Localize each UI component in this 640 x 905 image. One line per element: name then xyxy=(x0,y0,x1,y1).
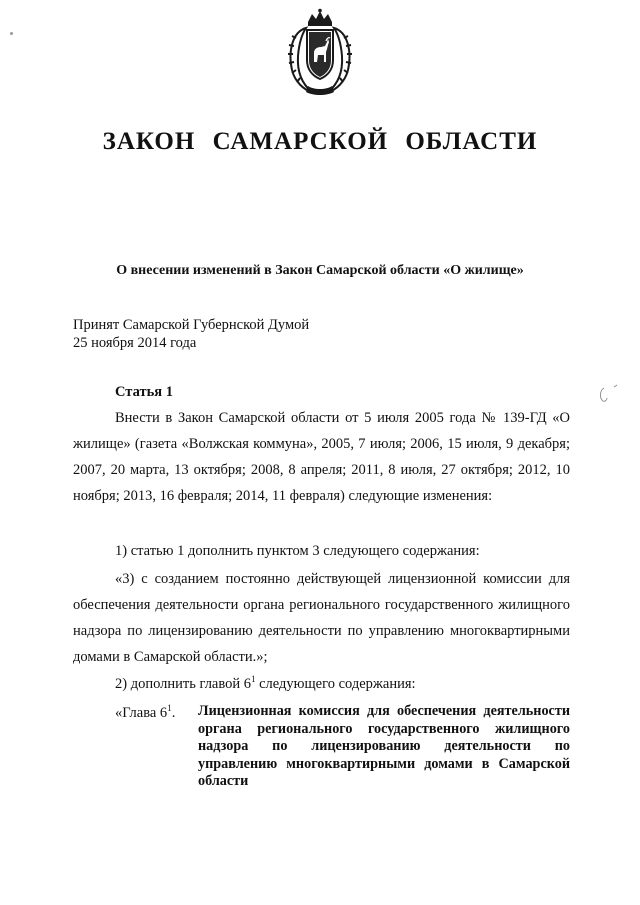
chapter-label-text: «Глава 6 xyxy=(115,705,168,721)
article-intro-paragraph: Внести в Закон Самарской области от 5 июля 2005 года № 139-ГД «О жилище» (газета «Волжская коммуна», 2005, 7 июля; 2006, 15 июля, 9 декабря; 2007, 20 марта, 13 октября; 2008, 8 апреля; 2011, 8 июля, 27 октября; 2012, 10 ноября; 2013, 16 февраля; 2014, 11 февраля) следующие изменения: xyxy=(73,410,570,504)
amendment-item-1-text: «3) с созданием постоянно действующей лицензионной комиссии для обеспечения деятельности органа регионального государственного жилищного надзора по лицензированию деятельности по управлению многоквартирными домами в Самарской области.»; xyxy=(73,571,570,665)
law-title: ЗАКОН САМАРСКОЙ ОБЛАСТИ xyxy=(102,128,538,155)
adoption-date: 25 ноября 2014 года xyxy=(73,335,197,351)
amendment-item-2-prefix: 2) дополнить главой 6 xyxy=(115,676,251,692)
adoption-info xyxy=(73,316,309,352)
amendment-item-2 xyxy=(73,671,570,697)
amendment-item-1: 1) статью 1 дополнить пунктом 3 следующего содержания: xyxy=(115,543,480,559)
article-heading: Статья 1 xyxy=(115,384,173,400)
amendment-item-2-superscript: 1 xyxy=(251,674,256,685)
law-subject: О внесении изменений в Закон Самарской области «О жилище» xyxy=(116,263,524,278)
chapter-label xyxy=(115,705,175,722)
chapter-label-suffix: . xyxy=(171,705,176,721)
coat-of-arms-icon xyxy=(282,8,358,96)
adoption-body: Принят Самарской Губернской Думой xyxy=(73,317,310,333)
scan-speck xyxy=(10,32,13,35)
amendment-item-2-suffix: следующего содержания: xyxy=(255,676,416,692)
chapter-label-superscript: 1 xyxy=(167,703,172,714)
chapter-title: Лицензионная комиссия для обеспечения деятельности органа регионального государственного жилищного надзора по лицензированию деятельности по управлению многоквартирными домами в Самарской области xyxy=(198,703,570,789)
handwritten-margin-mark xyxy=(596,384,622,406)
